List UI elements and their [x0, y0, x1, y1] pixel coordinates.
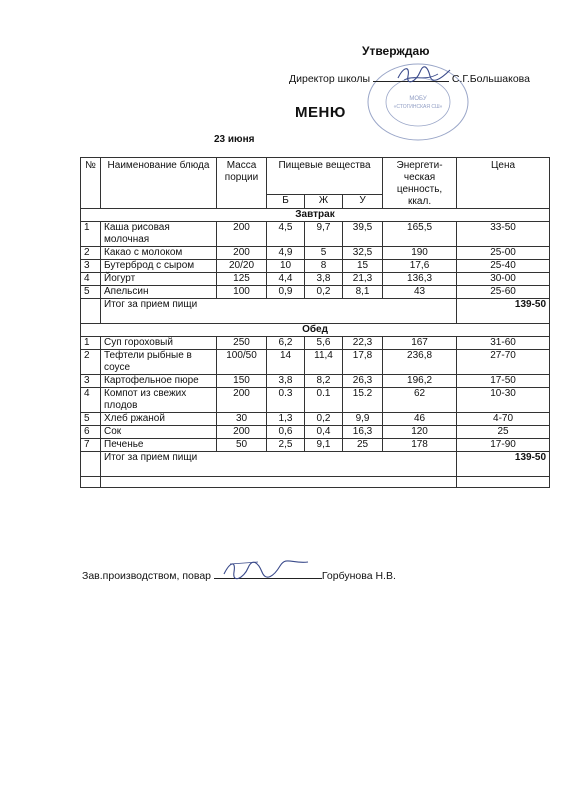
cell-b: 4,5 [267, 222, 305, 247]
cell-zh: 0,4 [305, 426, 343, 439]
cell-n: 3 [81, 260, 101, 273]
header-b: Б [267, 195, 305, 209]
director-label: Директор школы [289, 73, 371, 85]
cell-price: 25-40 [457, 260, 550, 273]
section-row [81, 209, 550, 222]
cell-n: 4 [81, 273, 101, 286]
cell-n: 2 [81, 247, 101, 260]
cell-name: Йогурт [101, 273, 217, 286]
table-row [81, 439, 550, 452]
cell-mass: 30 [217, 413, 267, 426]
cell-name: Тефтели рыбные в соусе [101, 350, 217, 375]
header-energy: Энергети-ческая ценность, ккал. [383, 158, 457, 209]
cell-n: 5 [81, 413, 101, 426]
table-row [81, 426, 550, 439]
cell-energy: 17,6 [383, 260, 457, 273]
cell-n: 5 [81, 286, 101, 299]
svg-text:МОБУ: МОБУ [409, 96, 427, 102]
cell-u: 9,9 [343, 413, 383, 426]
table-row [81, 375, 550, 388]
cell-b: 10 [267, 260, 305, 273]
cell-name: Каша рисовая молочная [101, 222, 217, 247]
cell-b: 1,3 [267, 413, 305, 426]
cell-price: 25-00 [457, 247, 550, 260]
total-row [81, 299, 550, 324]
cell-name: Хлеб ржаной [101, 413, 217, 426]
cell-n: 6 [81, 426, 101, 439]
table-row [81, 260, 550, 273]
cell-n: 1 [81, 222, 101, 247]
table-row [81, 286, 550, 299]
cell-mass: 150 [217, 375, 267, 388]
section-row [81, 324, 550, 337]
cell-b: 4,4 [267, 273, 305, 286]
empty-row [81, 477, 550, 488]
cell-n: 3 [81, 375, 101, 388]
cell-price: 30-00 [457, 273, 550, 286]
cell-energy: 120 [383, 426, 457, 439]
cell-zh: 0,2 [305, 286, 343, 299]
cell-mass: 100 [217, 286, 267, 299]
cell-name: Бутерброд с сыром [101, 260, 217, 273]
cell-zh: 0,2 [305, 413, 343, 426]
cell-b: 0,9 [267, 286, 305, 299]
cell-b: 4,9 [267, 247, 305, 260]
cell-name: Картофельное пюре [101, 375, 217, 388]
cell-price: 17-50 [457, 375, 550, 388]
footer-label: Зав.производством, повар [82, 570, 211, 582]
cell-zh: 5,6 [305, 337, 343, 350]
cell-energy: 178 [383, 439, 457, 452]
cell-n: 7 [81, 439, 101, 452]
header-price: Цена [457, 158, 550, 209]
header-name: Наименование блюда [101, 158, 217, 209]
cell-price: 27-70 [457, 350, 550, 375]
director-signature [394, 62, 454, 86]
cell-b: 2,5 [267, 439, 305, 452]
header-num: № [81, 158, 101, 209]
cell-n: 4 [81, 388, 101, 413]
cell-u: 26,3 [343, 375, 383, 388]
cell-name: Апельсин [101, 286, 217, 299]
cell-name: Какао с молоком [101, 247, 217, 260]
cell-b: 6,2 [267, 337, 305, 350]
total-row [81, 452, 550, 477]
cell-u: 15 [343, 260, 383, 273]
cell-zh: 0.1 [305, 388, 343, 413]
section-title: Завтрак [81, 209, 550, 222]
cell-u: 25 [343, 439, 383, 452]
table-row [81, 350, 550, 375]
cell-u: 39,5 [343, 222, 383, 247]
cell-n: 1 [81, 337, 101, 350]
menu-date: 23 июня [214, 134, 255, 145]
footer-name: Горбунова Н.В. [321, 570, 396, 582]
cell-b: 0.3 [267, 388, 305, 413]
table-row [81, 273, 550, 286]
table-row [81, 247, 550, 260]
cell-b: 3,8 [267, 375, 305, 388]
svg-text:«СТОГИНСКАЯ СШ»: «СТОГИНСКАЯ СШ» [393, 104, 443, 110]
cell-name: Суп гороховый [101, 337, 217, 350]
header-zh: Ж [305, 195, 343, 209]
cell-energy: 196,2 [383, 375, 457, 388]
table-row [81, 388, 550, 413]
table-row [81, 337, 550, 350]
cell-energy: 46 [383, 413, 457, 426]
cell-mass: 20/20 [217, 260, 267, 273]
cell-price: 4-70 [457, 413, 550, 426]
cell-u: 15.2 [343, 388, 383, 413]
cell-name: Сок [101, 426, 217, 439]
cell-u: 8,1 [343, 286, 383, 299]
header-nutrients: Пищевые вещества [267, 158, 383, 195]
approve-heading: Утверждаю [362, 44, 430, 58]
total-label: Итог за прием пищи [101, 452, 457, 477]
cell-n: 2 [81, 350, 101, 375]
cell-mass: 200 [217, 247, 267, 260]
cell-mass: 100/50 [217, 350, 267, 375]
cell-b: 14 [267, 350, 305, 375]
cell-mass: 200 [217, 388, 267, 413]
cell-zh: 8,2 [305, 375, 343, 388]
menu-table-body [81, 209, 550, 488]
cell-u: 16,3 [343, 426, 383, 439]
total-value: 139-50 [457, 452, 550, 477]
cell-name: Печенье [101, 439, 217, 452]
table-row [81, 222, 550, 247]
cell-energy: 62 [383, 388, 457, 413]
cell-price: 31-60 [457, 337, 550, 350]
cell-price: 33-50 [457, 222, 550, 247]
cell-zh: 9,7 [305, 222, 343, 247]
cell-energy: 190 [383, 247, 457, 260]
cell-zh: 3,8 [305, 273, 343, 286]
cell-energy: 43 [383, 286, 457, 299]
page-title: МЕНЮ [295, 104, 346, 121]
cell-empty [81, 452, 101, 477]
cell-mass: 250 [217, 337, 267, 350]
cell-price: 17-90 [457, 439, 550, 452]
cell-zh: 11,4 [305, 350, 343, 375]
cell-mass: 125 [217, 273, 267, 286]
menu-table [80, 157, 550, 488]
cell-zh: 8 [305, 260, 343, 273]
table-row [81, 413, 550, 426]
cell-mass: 200 [217, 222, 267, 247]
cell-price: 25-60 [457, 286, 550, 299]
cell-zh: 5 [305, 247, 343, 260]
cell-energy: 167 [383, 337, 457, 350]
cook-signature [218, 556, 314, 582]
header-mass: Масса порции [217, 158, 267, 209]
total-value: 139-50 [457, 299, 550, 324]
cell-zh: 9,1 [305, 439, 343, 452]
section-title: Обед [81, 324, 550, 337]
cell-empty [81, 299, 101, 324]
cell-mass: 50 [217, 439, 267, 452]
cell-name: Компот из свежих плодов [101, 388, 217, 413]
cell-price: 25 [457, 426, 550, 439]
total-label: Итог за прием пищи [101, 299, 457, 324]
cell-u: 21,3 [343, 273, 383, 286]
header-u: У [343, 195, 383, 209]
cell-u: 32,5 [343, 247, 383, 260]
cell-u: 17,8 [343, 350, 383, 375]
director-name: С.Г.Большакова [451, 73, 530, 85]
cell-energy: 236,8 [383, 350, 457, 375]
cell-b: 0,6 [267, 426, 305, 439]
cell-energy: 165,5 [383, 222, 457, 247]
cell-mass: 200 [217, 426, 267, 439]
cell-u: 22,3 [343, 337, 383, 350]
cell-energy: 136,3 [383, 273, 457, 286]
cell-price: 10-30 [457, 388, 550, 413]
